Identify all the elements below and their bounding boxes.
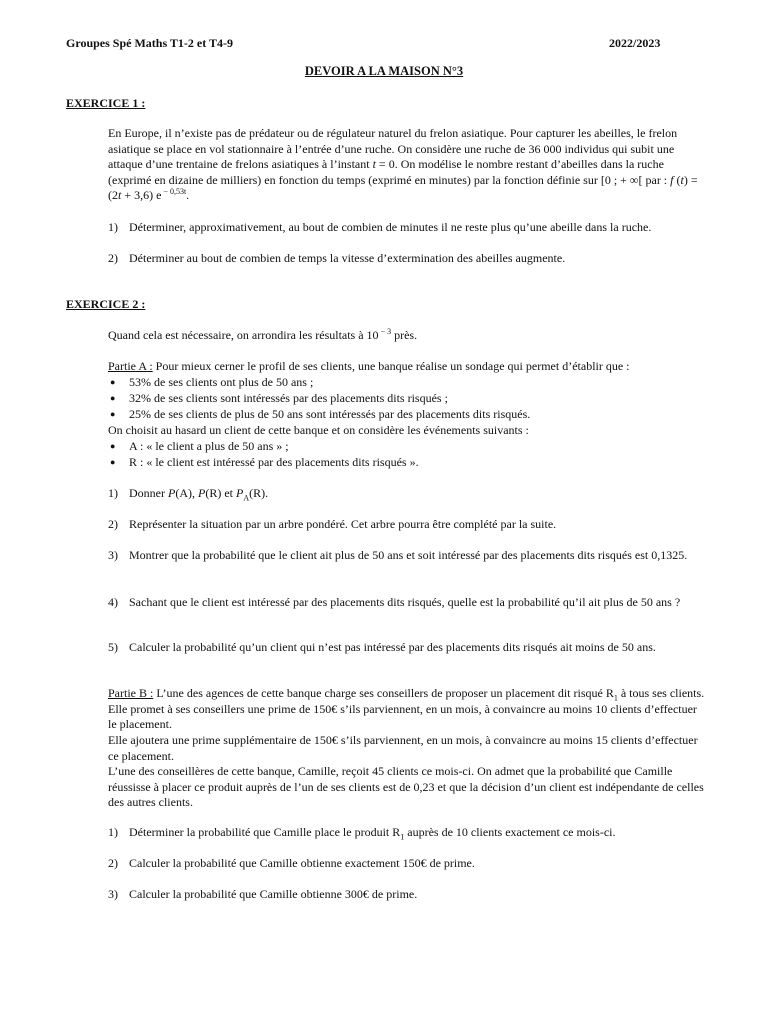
part-b-question-1: 1) Déterminer la probabilité que Camille place le produit $R_1$ auprès de 10 clients exactement ce mois-ci. — [108, 825, 616, 842]
part-b-paragraph-3: L’une des conseillères de cette banque, Camille, reçoit 45 clients ce mois-ci. On admet que la probabilité que Camille réussisse à placer ce produit auprès de l’un de ses clients est de 0,23 et que la décision d’un client est indépendante de celles des autres clients. — [108, 764, 704, 809]
event-r: ● R : « le client est intéressé par des placements dits risqués ». — [110, 455, 419, 469]
part-a-question-2: 2) Représenter la situation par un arbre pondéré. Cet arbre pourra être complété par la suite. — [108, 517, 557, 531]
part-a-question-5: 5) Calculer la probabilité qu’un client qui n’est pas intéressé par des placements dits risqués ait moins de 50 ans. — [108, 640, 656, 654]
exercise-1-intro: En Europe, il n’existe pas de prédateur ou de régulateur naturel du frelon asiatique. Pour capturer les abeilles, le frelon asiatique se place en vol stationnaire à l’entrée d’une ruche. On considère une ruche de 36 000 individus qui subit une attaque d’une trentaine de frelons asiatiques à l’instant t = 0. On modélise le nombre restant d’abeilles dans la ruche (exprimé en dizaine de milliers) en fonction du temps (exprimé en minutes) par la fonction définie sur [0 ; + ∞[ par : f (t) = (2t + 3,6) e $^{- 0,53t}$. — [108, 126, 698, 202]
part-a-question-1: 1) Donner P(A), P(R) et $P_A(R)$. — [108, 486, 269, 503]
part-a-question-3: 3) Montrer que la probabilité que le client ait plus de 50 ans et soit intéressé par des placements dits risqués est 0,1325. — [108, 548, 688, 562]
part-b-question-2: 2) Calculer la probabilité que Camille obtienne exactement 150€ de prime. — [108, 856, 475, 870]
part-a-question-4: 4) Sachant que le client est intéressé par des placements dits risqués, quelle est la probabilité qu’il ait plus de 50 ans ? — [108, 595, 681, 609]
exercise-1-question-1: 1) Déterminer, approximativement, au bout de combien de minutes il ne reste plus qu’une abeille dans la ruche. — [108, 220, 652, 234]
part-b-paragraph-2: Elle ajoutera une prime supplémentaire de 150€ s’ils parviennent, en un mois, à convaincre au moins 15 clients d’effectuer ce placement. — [108, 733, 698, 763]
header-groups: Groupes Spé Maths T1-2 et T4-9 — [66, 36, 234, 50]
part-a-bullet-3: ● 25% de ses clients de plus de 50 ans sont intéressés par des placements dits risqués. — [110, 407, 531, 421]
header-year: 2022/2023 — [609, 36, 661, 50]
exercise-1-question-2: 2) Déterminer au bout de combien de temps la vitesse d’extermination des abeilles augmente. — [108, 251, 566, 265]
part-a-bullet-2: ● 32% de ses clients sont intéressés par des placements dits risqués ; — [110, 391, 448, 405]
part-b-question-3: 3) Calculer la probabilité que Camille obtienne 300€ de prime. — [108, 887, 418, 901]
part-a-intro: Partie A : Pour mieux cerner le profil de ses clients, une banque réalise un sondage qui permet d’établir que : — [108, 359, 630, 373]
part-a-bullet-1: ● 53% de ses clients ont plus de 50 ans ; — [110, 375, 314, 389]
exercise-1-title: EXERCICE 1 : — [66, 96, 146, 110]
page-title: DEVOIR A LA MAISON N°3 — [304, 64, 464, 78]
part-b-paragraph-1: Partie B : L’une des agences de cette banque charge ses conseillers de proposer un placement dit risqué $R_1$ à tous ses clients. Elle promet à ses conseillers une prime de 150€ s’ils parviennent, en un mois, à convaincre au moins 10 clients d’effectuer le placement. — [108, 686, 705, 731]
event-a: ● A : « le client a plus de 50 ans » ; — [110, 439, 289, 453]
rounding-note: Quand cela est nécessaire, on arrondira les résultats à 10 $^{- 3}$ près. — [108, 327, 418, 342]
events-intro: On choisit au hasard un client de cette banque et on considère les événements suivants : — [108, 423, 529, 437]
exercise-2-title: EXERCICE 2 : — [66, 297, 146, 311]
